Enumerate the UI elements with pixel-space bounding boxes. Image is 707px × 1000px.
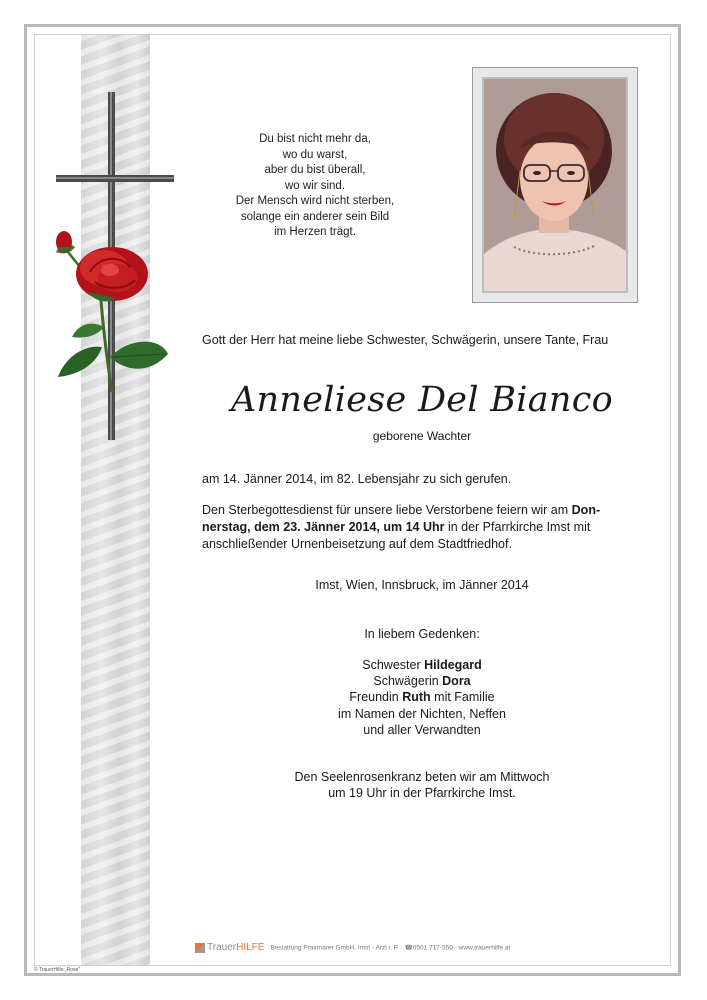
mourner-prefix: im Namen der Nichten, Neffen (338, 706, 506, 721)
cross-rose-icon (40, 92, 180, 442)
rosary-text (202, 769, 642, 801)
mourner-line (202, 689, 642, 705)
mourner-prefix: Freundin (349, 690, 403, 705)
mass-line-1-text: Den Sterbegottesdienst für unsere liebe Verstorbene feiern wir am (202, 503, 572, 517)
copyright-note: © TrauerHilfe „Rose" (34, 967, 81, 973)
poem-line: aber du bist überall, (264, 164, 366, 176)
mourner-line (202, 706, 642, 722)
portrait-icon (484, 79, 626, 291)
rosary-line-2: um 19 Uhr in der Pfarrkirche Imst. (328, 786, 516, 800)
mourner-line (202, 722, 642, 738)
mass-line-2-text: in der Pfarrkirche Imst mit (444, 520, 591, 534)
logo-text-part2: HILFE (236, 942, 265, 953)
mass-line-1-bold: Don- (571, 503, 601, 517)
place-date: Imst, Wien, Innsbruck, im Jänner 2014 (315, 578, 529, 592)
maiden-name: geborene Wachter (372, 429, 472, 443)
mourner-name: Hildegard (424, 658, 482, 672)
mourner-name: Dora (442, 674, 471, 689)
poem-line: Du bist nicht mehr da, (259, 133, 371, 145)
poem-line: im Herzen trägt. (274, 226, 356, 238)
poem-line: Der Mensch wird nicht sterben, (235, 195, 395, 207)
mourner-prefix: Schwester (362, 658, 425, 672)
death-statement: am 14. Jänner 2014, im 82. Lebensjahr zu sich gerufen. (202, 472, 512, 486)
footer (195, 941, 595, 955)
logo-text-part1: Trauer (207, 942, 237, 953)
mourner-name: Ruth (402, 690, 431, 705)
poem-line: solange ein anderer sein Bild (240, 210, 390, 223)
footer-contact: Bestattung Praxmarer GmbH, Imst - Arzl i. P. · ☎0501 717-550 · www.trauerhilfe.at (270, 944, 511, 952)
intro-text: Gott der Herr hat meine liebe Schwester, Schwägerin, unsere Tante, Frau (202, 333, 609, 347)
mass-line-1 (202, 502, 640, 519)
mass-line-3: anschließender Urnenbeisetzung auf dem Stadtfriedhof. (202, 537, 512, 551)
poem (225, 132, 405, 241)
mourners-list (202, 657, 642, 738)
funeral-mass-text (202, 502, 640, 553)
mourner-line (202, 657, 642, 673)
portrait-photo (482, 77, 628, 293)
mourner-prefix: Schwägerin (373, 674, 443, 689)
poem-line: wo du warst, (282, 148, 348, 161)
mourner-prefix: und aller Verwandten (363, 722, 481, 737)
mass-line-2-bold: nerstag, dem 23. Jänner 2014, um 14 Uhr (202, 520, 445, 534)
mourner-suffix: mit Familie (430, 690, 495, 705)
in-memory-heading: In liebem Gedenken: (364, 627, 480, 641)
mass-line-2 (202, 519, 640, 536)
trauerhilfe-logo-icon (195, 943, 205, 953)
rosary-line-1: Den Seelenrosenkranz beten wir am Mittwoch (294, 770, 550, 784)
poem-line: wo wir sind. (284, 179, 346, 192)
deceased-name: Anneliese Del Bianco (230, 380, 614, 420)
mourner-line (202, 673, 642, 689)
